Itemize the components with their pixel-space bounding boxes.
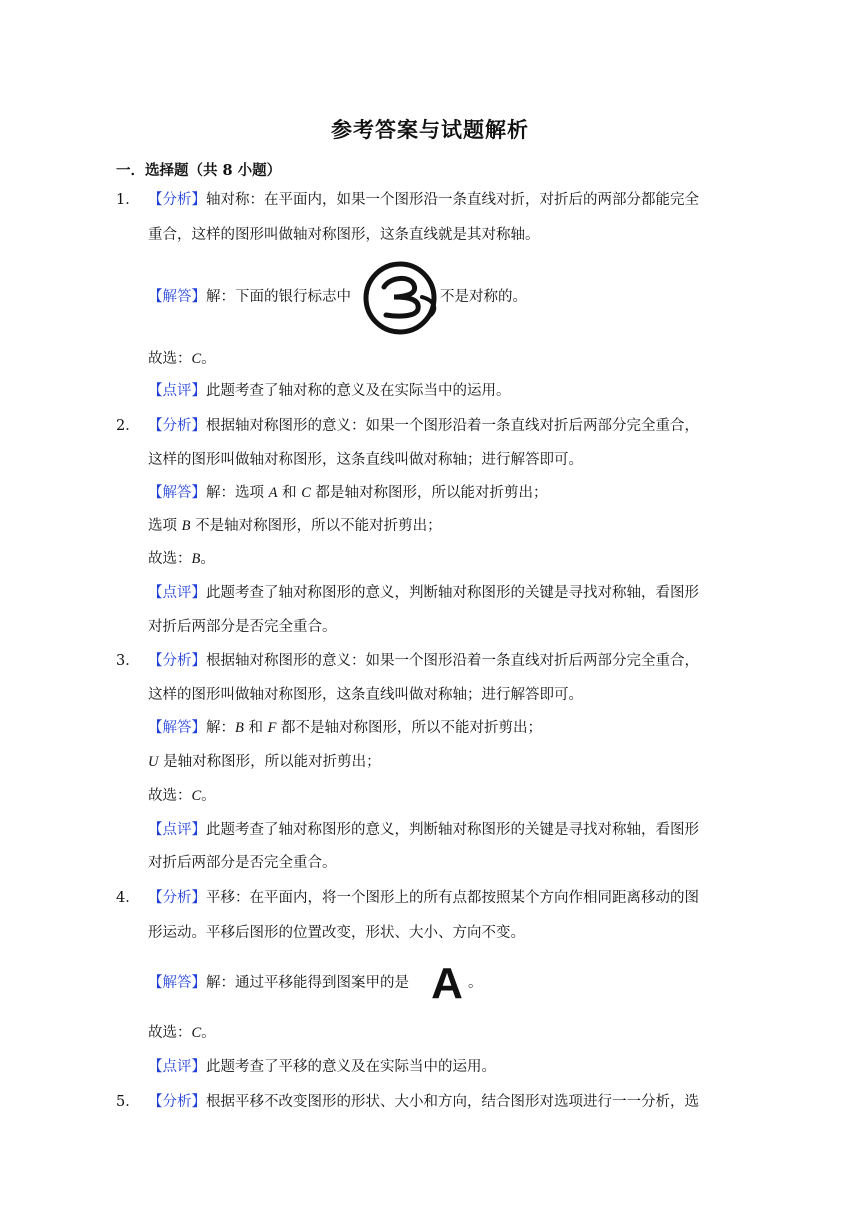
q1-comment (148, 381, 511, 401)
q3-analysis-text-2: 这样的图形叫做轴对称图形，这条直线叫做对称轴；进行解答即可。 (148, 687, 583, 703)
q4-analysis-text-1: 平移：在平面内，将一个图形上的所有点都按照某个方向作相同距离移动的图 (206, 890, 699, 906)
q4-comment-text: 此题考查了平移的意义及在实际当中的运用。 (206, 1059, 496, 1075)
q1-choice-letter: C (191, 351, 202, 367)
q3-choice-letter: C (191, 788, 202, 804)
text: 解：选项 (206, 485, 269, 501)
q2-analysis-text-1: 根据轴对称图形的意义：如果一个图形沿着一条直线对折后两部分完全重合， (206, 418, 699, 434)
q5-analysis (148, 1092, 699, 1112)
q1-answer-pre: 解：下面的银行标志中 (206, 289, 351, 305)
choice-label: 故选： (148, 788, 192, 804)
option-letter: B (181, 518, 191, 534)
option-letter: F (267, 720, 277, 736)
q1-comment-text: 此题考查了轴对称的意义及在实际当中的运用。 (206, 383, 511, 399)
q4-answer (148, 973, 409, 993)
text: 是轴对称图形，所以能对折剪出； (158, 754, 381, 770)
bank-logo-image (362, 257, 440, 339)
q2-choice-letter: B (191, 551, 201, 567)
q2-answer-line-1 (148, 483, 547, 503)
q2-answer-line-2 (148, 516, 442, 536)
analysis-tag: 【分析】 (148, 192, 206, 208)
analysis-tag: 【分析】 (148, 890, 206, 906)
q3-comment-text-1: 此题考查了轴对称图形的意义，判断轴对称图形的关键是寻找对称轴，看图形 (206, 822, 699, 838)
choice-label: 故选： (148, 1025, 192, 1041)
q3-analysis-text-1: 根据轴对称图形的意义：如果一个图形沿着一条直线对折后两部分完全重合， (206, 653, 699, 669)
text: 都不是轴对称图形，所以不能对折剪出； (276, 720, 543, 736)
section-heading: 一．选择题（共 8 小题） (116, 162, 282, 179)
q1-analysis (148, 190, 699, 210)
letter-a-image (427, 960, 467, 1002)
q4-number: 4． (116, 890, 140, 906)
text: 和 (243, 720, 268, 736)
text: 选项 (148, 518, 182, 534)
q4-comment (148, 1057, 496, 1077)
option-letter: B (235, 720, 244, 736)
option-letter: A (268, 485, 278, 501)
q4-choice-letter: C (191, 1025, 202, 1041)
text: 解： (206, 720, 235, 736)
q2-comment-text-2: 对折后两部分是否完全重合。 (148, 619, 337, 635)
q5-number: 5． (116, 1094, 140, 1110)
answer-tag: 【解答】 (148, 485, 206, 501)
q4-choice (148, 1023, 216, 1043)
q2-comment-text-1: 此题考查了轴对称图形的意义，判断轴对称图形的关键是寻找对称轴，看图形 (206, 585, 699, 601)
period: 。 (201, 788, 216, 804)
answer-tag: 【解答】 (148, 975, 206, 991)
q3-choice (148, 786, 216, 806)
q2-choice (148, 549, 215, 569)
q4-analysis (148, 888, 699, 908)
q4-analysis-text-2: 形运动。平移后图形的位置改变，形状、大小、方向不变。 (148, 925, 525, 941)
text: 和 (277, 485, 302, 501)
q1-number: 1． (116, 192, 140, 208)
choice-label: 故选： (148, 551, 192, 567)
q2-number: 2． (116, 418, 140, 434)
q3-analysis (148, 651, 699, 671)
q1-analysis-text-2: 重合，这样的图形叫做轴对称图形，这条直线就是其对称轴。 (148, 227, 540, 243)
q1-answer (148, 287, 351, 307)
analysis-tag: 【分析】 (148, 653, 206, 669)
comment-tag: 【点评】 (148, 383, 206, 399)
q5-analysis-text-1: 根据平移不改变图形的形状、大小和方向，结合图形对选项进行一一分析，选 (206, 1094, 699, 1110)
option-letter: U (148, 754, 159, 770)
comment-tag: 【点评】 (148, 585, 206, 601)
q1-answer-post: 不是对称的。 (440, 289, 527, 305)
page-title: 参考答案与试题解析 (331, 117, 529, 142)
comment-tag: 【点评】 (148, 1059, 206, 1075)
q3-comment (148, 820, 699, 840)
q3-answer-line-1 (148, 718, 542, 738)
choice-label: 故选： (148, 351, 192, 367)
letter-a-glyph: A (431, 960, 463, 1002)
q2-analysis (148, 416, 699, 436)
q2-comment (148, 583, 699, 603)
comment-tag: 【点评】 (148, 822, 206, 838)
q2-analysis-text-2: 这样的图形叫做轴对称图形，这条直线叫做对称轴；进行解答即可。 (148, 452, 583, 468)
answer-tag: 【解答】 (148, 289, 206, 305)
q3-answer-line-2 (148, 752, 381, 772)
period: 。 (201, 1025, 216, 1041)
q1-choice (148, 349, 216, 369)
text: 都是轴对称图形，所以能对折剪出； (310, 485, 548, 501)
period: 。 (200, 551, 215, 567)
q3-number: 3． (116, 653, 140, 669)
text: 不是轴对称图形，所以不能对折剪出； (190, 518, 442, 534)
answer-tag: 【解答】 (148, 720, 206, 736)
analysis-tag: 【分析】 (148, 1094, 206, 1110)
q1-analysis-text-1: 轴对称：在平面内，如果一个图形沿一条直线对折，对折后的两部分都能完全 (206, 192, 699, 208)
option-letter: C (301, 485, 311, 501)
q4-answer-pre: 解：通过平移能得到图案甲的是 (206, 975, 409, 991)
analysis-tag: 【分析】 (148, 418, 206, 434)
q3-comment-text-2: 对折后两部分是否完全重合。 (148, 855, 337, 871)
period: 。 (201, 351, 216, 367)
q4-answer-post: 。 (468, 975, 483, 991)
